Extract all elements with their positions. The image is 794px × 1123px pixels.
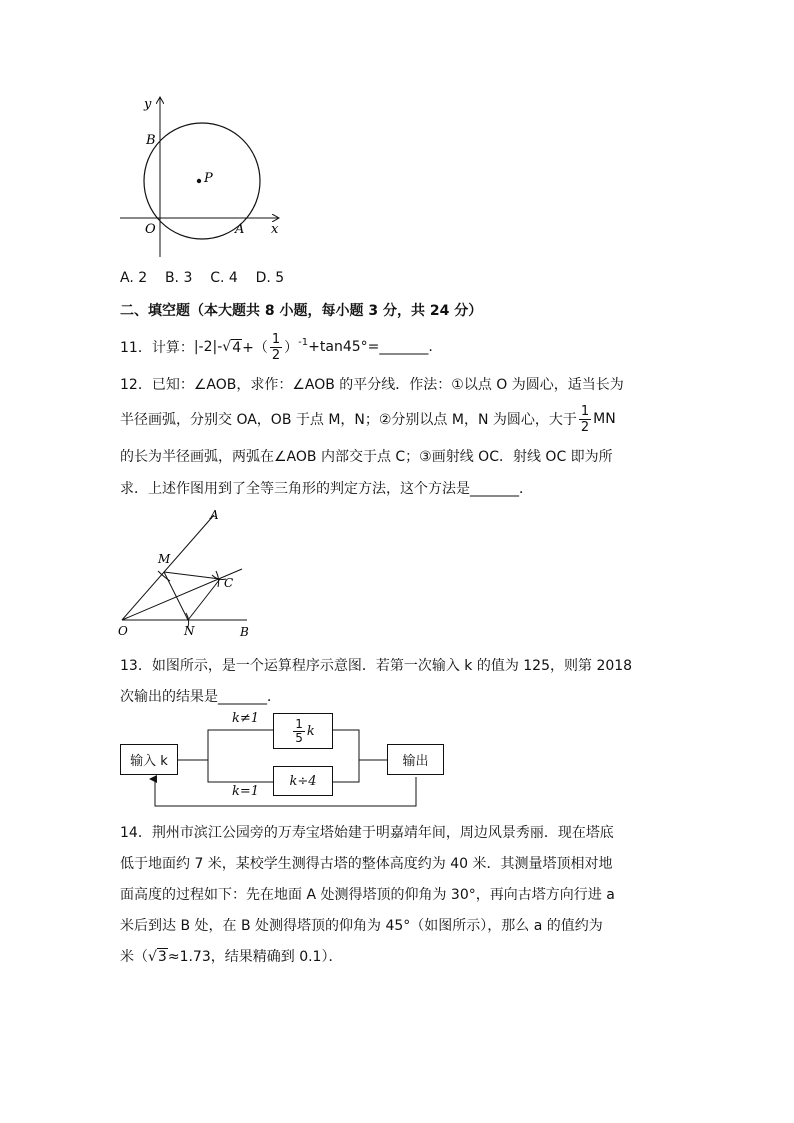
flow-fraction bbox=[293, 718, 305, 745]
divide-by-4-box bbox=[273, 766, 333, 796]
q11-answer-blank: _______ bbox=[379, 339, 429, 355]
x-axis-label: x bbox=[271, 222, 279, 237]
angle-label-c: C bbox=[224, 576, 234, 590]
y-axis-label: y bbox=[144, 97, 152, 112]
q14-line-5-pre: 米（ bbox=[120, 949, 148, 965]
q11-fraction bbox=[270, 332, 282, 363]
section-2-title: 二、填空题（本大题共 8 小题，每小题 3 分，共 24 分） bbox=[120, 303, 483, 319]
q11-end: . bbox=[428, 339, 433, 355]
q11-plus-paren: +（ bbox=[242, 340, 268, 356]
q10-options bbox=[120, 270, 284, 286]
angle-label-o: O bbox=[118, 624, 128, 638]
q13-line-1: 13．如图所示，是一个运算程序示意图．若第一次输入 k 的值为 125，则第 2018 bbox=[120, 658, 633, 674]
q12-line-2 bbox=[120, 402, 616, 436]
output-box bbox=[387, 744, 444, 775]
angle-label-a: A bbox=[210, 508, 219, 522]
option-c: C. 4 bbox=[210, 270, 238, 286]
q14-line-2: 低于地面约 7 米，某校学生测得古塔的整体高度约为 40 米．其测量塔顶相对地 bbox=[120, 856, 613, 872]
q14-line-4: 米后到达 B 处，在 B 处测得塔顶的仰角为 45°（如图所示），那么 a 的值约为 bbox=[120, 918, 603, 934]
q12-line-2-text: 半径画弧，分别交 OA，OB 于点 M，N；②分别以点 M，N 为圆心，大于 bbox=[120, 412, 577, 428]
point-p-label: P bbox=[204, 171, 213, 186]
q11-sqrt-arg: 4 bbox=[232, 339, 242, 356]
q14-sqrt-sign: √ bbox=[148, 949, 157, 965]
q11-close-paren: ） bbox=[284, 340, 299, 356]
q14-line-5-post: ≈1.73，结果精确到 0.1）． bbox=[167, 949, 343, 965]
q11-frac-den: 2 bbox=[271, 347, 281, 363]
option-d: D. 5 bbox=[255, 270, 285, 286]
output-box-label: 输出 bbox=[402, 754, 429, 769]
q11-exponent: -1 bbox=[298, 336, 309, 348]
q11-abs: |-2| bbox=[193, 339, 218, 355]
angle-bisector-figure bbox=[112, 505, 272, 640]
angle-label-m: M bbox=[158, 552, 171, 566]
q14-line-5 bbox=[120, 946, 342, 966]
q11-minus: - bbox=[217, 339, 223, 355]
branch-lines-right bbox=[332, 730, 359, 782]
q14-sqrt-arg: 3 bbox=[157, 949, 167, 965]
q12-line-3: 的长为半径画弧，两弧在∠AOB 内部交于点 C；③画射线 OC．射线 OC 即为所 bbox=[120, 449, 613, 465]
option-b: B. 3 bbox=[164, 270, 193, 286]
q14-line-1: 14．荆州市滨江公园旁的万寿宝塔始建于明嘉靖年间，周边风景秀丽．现在塔底 bbox=[120, 825, 614, 841]
point-a-label: A bbox=[235, 222, 245, 237]
divide-by-4-label: k÷4 bbox=[289, 773, 317, 789]
q14-line-3: 面高度的过程如下：先在地面 A 处测得塔顶的仰角为 30°，再向古塔方向行进 a bbox=[120, 887, 615, 903]
q12-frac-den: 2 bbox=[580, 419, 590, 435]
branch-lines-left bbox=[177, 730, 273, 760]
circle-figure bbox=[115, 92, 290, 262]
q11-sqrt-sign: √ bbox=[222, 339, 232, 355]
input-box-label: 输入 k bbox=[130, 754, 168, 769]
flow-frac-num: 1 bbox=[295, 716, 303, 731]
q11-frac-num: 1 bbox=[271, 331, 281, 347]
q12-frac-num: 1 bbox=[580, 403, 590, 419]
divide-by-5-box bbox=[273, 713, 333, 749]
flow-frac-den: 5 bbox=[295, 730, 303, 745]
q11-prefix: 11．计算： bbox=[120, 340, 194, 356]
q11-tail: +tan45°= bbox=[308, 339, 380, 355]
q12-fraction bbox=[579, 404, 591, 435]
flow-frac-var: k bbox=[306, 723, 315, 739]
point-b-label: B bbox=[146, 133, 156, 148]
q13-line-2: 次输出的结果是_______． bbox=[120, 689, 281, 705]
branch-lines-left-bottom bbox=[208, 760, 273, 782]
angle-label-b: B bbox=[240, 625, 249, 639]
q12-line-2-end: MN bbox=[593, 411, 616, 427]
center-point-p bbox=[197, 179, 201, 183]
question-11 bbox=[120, 330, 433, 364]
q12-line-1: 12．已知：∠AOB，求作：∠AOB 的平分线．作法：①以点 O 为圆心，适当长为 bbox=[120, 377, 624, 393]
condition-equals-one: k=1 bbox=[232, 784, 260, 799]
origin-label: O bbox=[145, 222, 156, 237]
input-box bbox=[120, 744, 178, 775]
option-a: A. 2 bbox=[120, 270, 148, 286]
angle-label-n: N bbox=[184, 624, 195, 638]
condition-not-one: k≠1 bbox=[232, 711, 260, 726]
q12-line-4: 求．上述作图用到了全等三角形的判定方法，这个方法是_______． bbox=[120, 481, 533, 497]
segment-mc bbox=[164, 572, 220, 579]
